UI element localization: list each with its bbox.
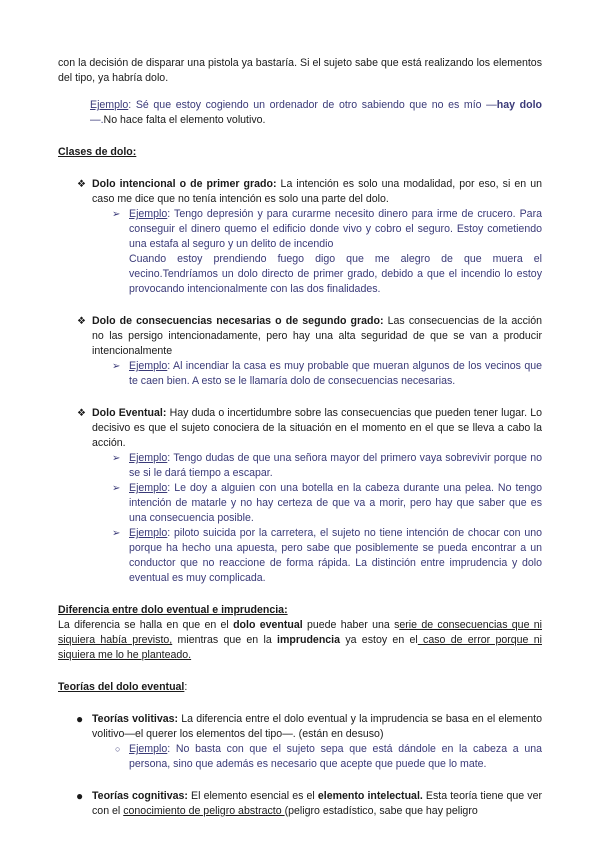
diamond-bullet-icon: ❖ bbox=[77, 316, 86, 327]
diferencia-heading: Diferencia entre dolo eventual e imprudencia: bbox=[58, 604, 288, 616]
diamond-bullet-icon: ❖ bbox=[77, 408, 86, 419]
example-label: Ejemplo bbox=[90, 99, 129, 111]
intro-paragraph: con la decisión de disparar una pistola ya bastaría. Si el sujeto sabe que está realizando los elementos del tipo, ya habría dolo. bbox=[58, 57, 542, 84]
arrow-bullet-icon: ➢ bbox=[112, 361, 121, 372]
document-page bbox=[58, 56, 542, 819]
example-item: ○ Ejemplo: No basta con que el sujeto sepa que está dándole en la cabeza a una persona, sino que además es necesario que acepte que puede que lo mate. bbox=[115, 743, 542, 770]
circle-bullet-icon: ○ bbox=[115, 744, 121, 754]
arrow-bullet-icon: ➢ bbox=[112, 453, 121, 464]
example-item: ➢ Ejemplo: Le doy a alguien con una botella en la cabeza durante una pelea. No tengo intención de matarle y no hay certeza de que va a morir, pero hay que saber que es una consecuencia posible. bbox=[112, 482, 542, 524]
arrow-bullet-icon: ➢ bbox=[112, 528, 121, 539]
example-item: ➢ Ejemplo: Tengo depresión y para curarme necesito dinero para irme de crucero. Para conseguir el dinero quemo el edificio donde vivo y cobro el seguro. Estoy cometiendo una estafa al seguro y un delito de incendio Cuando estoy prendiendo fuego digo que me alegro de que muera el vecino.Tendríamos un dolo directo de primer grado, debido a que el incendio lo estoy provocando intencionalmente con las dos finalidades. bbox=[112, 208, 542, 295]
bullet-icon: ● bbox=[76, 789, 84, 803]
bullet-icon: ● bbox=[76, 712, 84, 726]
clases-heading: Clases de dolo: bbox=[58, 146, 137, 158]
teorias-heading: Teorías del dolo eventual: bbox=[58, 681, 188, 693]
example-item: ➢ Ejemplo: Tengo dudas de que una señora mayor del primero vaya sobrevivir porque no se si le dará tiempo a escapar. bbox=[112, 452, 542, 479]
diamond-bullet-icon: ❖ bbox=[77, 179, 86, 190]
example-item: ➢ Ejemplo: piloto suicida por la carretera, el sujeto no tiene intención de chocar con uno porque ha hecho una apuesta, pero sabe que posiblemente se pueda encontrar a un conductor que no reaccione de forma rápida. La distinción entre imprudencia y dolo eventual es muy complicada. bbox=[112, 527, 542, 584]
clase-item: ❖ Dolo intencional o de primer grado: La intención es solo una modalidad, por eso, si en un caso me dice que no tenía intención es solo una parte del dolo. bbox=[77, 178, 542, 205]
intro-example: Ejemplo: Sé que estoy cogiendo un ordenador de otro sabiendo que no es mío —hay dolo—.No hace falta el elemento volutivo. bbox=[90, 99, 543, 126]
teoria-item: ● Teorías cognitivas: El elemento esencial es el elemento intelectual. Esta teoría tiene que ver con el conocimiento de peligro abstracto (peligro estadístico, sabe que hay peligro bbox=[76, 789, 543, 817]
arrow-bullet-icon: ➢ bbox=[112, 483, 121, 494]
arrow-bullet-icon: ➢ bbox=[112, 209, 121, 220]
clase-item: ❖ Dolo Eventual: Hay duda o incertidumbre sobre las consecuencias que pueden tener lugar. Lo decisivo es que el sujeto conociera de la situación en el momento en el que se lleva a cabo la acción. bbox=[77, 407, 542, 449]
example-item: ➢ Ejemplo: Al incendiar la casa es muy probable que mueran algunos de los vecinos que te caen bien. A esto se le llamaría dolo de consecuencias necesarias. bbox=[112, 360, 542, 387]
teoria-item: ● Teorías volitivas: La diferencia entre el dolo eventual y la imprudencia se basa en el elemento volitivo—el querer los elementos del tipo—. (están en desuso) bbox=[76, 712, 543, 740]
diferencia-paragraph: La diferencia se halla en que en el dolo eventual puede haber una serie de consecuencias que ni siquiera había previsto, mientras que en la imprudencia ya estoy en el caso de error porque ni siquiera me lo he planteado. bbox=[58, 619, 542, 661]
clase-item: ❖ Dolo de consecuencias necesarias o de segundo grado: Las consecuencias de la acción no las persigo intencionadamente, pero hay una alta seguridad de que se van a producir intencionalmente bbox=[77, 315, 543, 357]
